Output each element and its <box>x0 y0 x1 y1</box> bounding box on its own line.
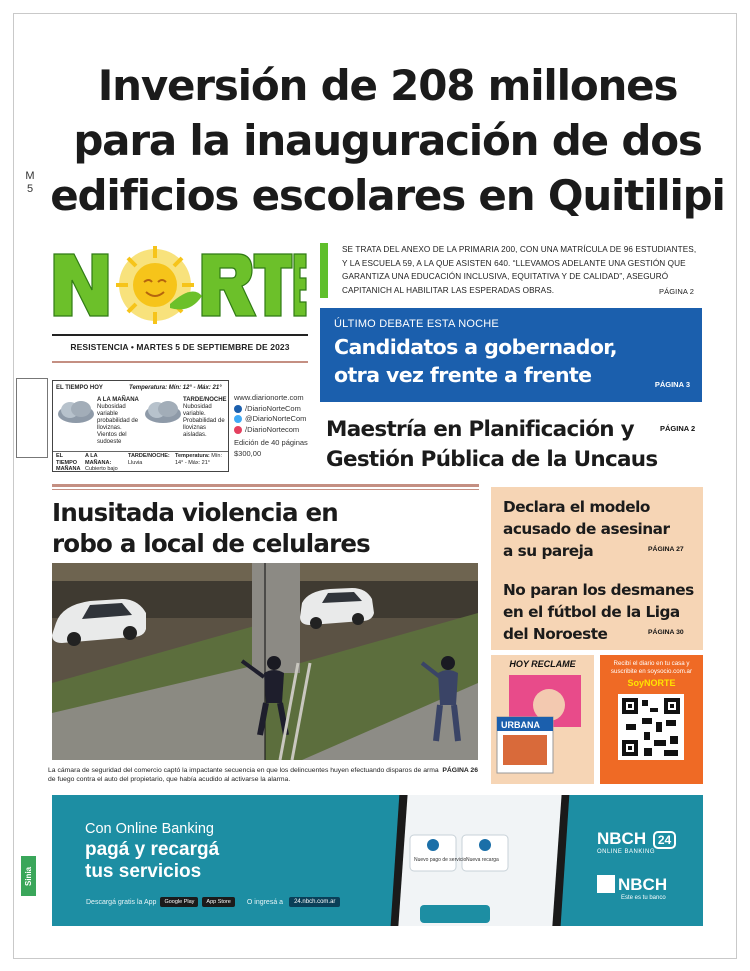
subscribe-text: Recibí el diario en tu casa y suscribite en soysocio.com.ar <box>610 660 693 675</box>
weather-divider <box>53 451 228 452</box>
phone-mockup <box>390 795 590 926</box>
cloud-icon <box>56 399 96 425</box>
side-stories-box <box>491 487 703 650</box>
intro-text: SE TRATA DEL ANEXO DE LA PRIMARIA 200, CON UNA MATRÍCULA DE 96 ESTUDIANTES, Y LA ESCUELA 59, A LA QUE ASISTEN 640. “LLEVAMOS ADELANTE UNA GESTIÓN QUE GARANTIZA UNA EDUCACIÓN INCLUSIVA, EQUITATIVA Y DE CALIDAD”, ASEGURÓ CAPITANICH AL HABILITAR LAS ESPERADAS OBRAS. <box>342 245 697 295</box>
dateline: RESISTENCIA • MARTES 5 DE SEPTIEMBRE DE 2023 <box>70 342 290 352</box>
website-link[interactable]: www.diarionorte.com <box>234 393 304 402</box>
robo-headline[interactable]: Inusitada violencia en robo a local de celulares <box>52 498 370 558</box>
cloud-icon <box>143 399 183 425</box>
weather-morning <box>97 397 141 446</box>
hoy-reclame-label: HOY RECLAME <box>509 659 576 669</box>
section-rule-thin <box>52 489 479 490</box>
maestria-page-ref: PÁGINA 2 <box>660 424 696 433</box>
nbch-ad-banner[interactable] <box>52 795 703 926</box>
nbch-24-logo: NBCH 24 ONLINE BANKING <box>597 829 697 855</box>
weather-tomorrow-morning: A LA MAÑANA: Cubierto bajo <box>85 453 118 472</box>
weather-tomorrow: EL TIEMPO MAÑANA <box>56 453 81 472</box>
service-icon <box>427 839 439 851</box>
headline-intro[interactable] <box>320 243 700 298</box>
nbch-logo: NBCH Este es tu banco <box>597 875 697 901</box>
security-camera-photo[interactable] <box>52 563 478 760</box>
debate-headline: Candidatos a gobernador, otra vez frente a frente <box>334 335 617 387</box>
facebook-link[interactable]: /DiarioNorteCom <box>234 404 324 415</box>
masthead-rule-top <box>52 334 308 336</box>
weather-evening-text: Nubosidad variable. Probabilidad de lloviznas aisladas. <box>183 404 225 438</box>
banner-download-row: Descargá gratis la App Google Play App Store O ingresá a 24.nbch.com.ar <box>86 897 340 907</box>
weather-evening-label: TARDE/NOCHE <box>183 397 227 403</box>
postal-label <box>16 378 48 458</box>
weather-morning-label: A LA MAÑANA <box>97 397 139 403</box>
promo-hoy-reclame[interactable] <box>491 655 594 784</box>
weather-box <box>52 380 229 472</box>
weather-morning-text: Nubosidad variable probabilidad de lloviznas. Vientos del sudoeste <box>97 404 139 445</box>
story-futbol[interactable]: No paran los desmanes en el fútbol de la Liga del Noroeste <box>503 581 694 643</box>
norte-logo[interactable] <box>52 244 308 324</box>
weather-title: EL TIEMPO HOY <box>56 385 103 391</box>
story-futbol-page-ref: PÁGINA 30 <box>648 629 684 636</box>
instagram-icon <box>234 426 242 434</box>
headline-line-3: edificios escolares en Quitilipi <box>50 171 725 220</box>
margin-mark-m5: M 5 <box>25 170 35 195</box>
google-play-button[interactable]: Google Play <box>160 897 198 907</box>
headline-line-1: Inversión de 208 millones <box>97 61 678 110</box>
banner-small-text: Con Online Banking <box>85 821 214 837</box>
twitter-icon <box>234 415 242 423</box>
svg-text:Nuevo pago de servicio: Nuevo pago de servicio <box>414 857 467 863</box>
edition-pages: Edición de 40 páginas <box>234 438 308 447</box>
photo-caption: PÁGINA 26 La cámara de seguridad del comercio captó la impactante secuencia en que los delincuentes huyen efectuando disparos de arma de fuego contra el auto del propietario, que había acudido al activarse la alarma. <box>48 767 478 783</box>
story-modelo-page-ref: PÁGINA 27 <box>648 546 684 553</box>
intro-page-ref: PÁGINA 2 <box>659 286 694 296</box>
qr-code-icon <box>600 688 703 768</box>
recharge-icon <box>479 839 491 851</box>
sinia-badge: Sinia <box>21 856 36 896</box>
weather-tomorrow-temps: Temperatura: Mín: 14° - Máx: 21° <box>175 453 222 466</box>
sun-icon <box>116 246 202 324</box>
promo-subscribe[interactable] <box>600 655 703 784</box>
robo-page-ref: PÁGINA 26 <box>442 767 478 774</box>
facebook-icon <box>234 405 242 413</box>
story-modelo[interactable]: Declara el modelo acusado de asesinar a su pareja <box>503 498 670 560</box>
weather-evening <box>183 397 227 439</box>
main-headline[interactable] <box>50 58 725 223</box>
nbch-square-icon <box>597 875 615 893</box>
price: $300,00 <box>234 448 262 458</box>
masthead-rule-bottom <box>52 361 308 363</box>
svg-text:Nueva recarga: Nueva recarga <box>466 857 499 863</box>
debate-story[interactable] <box>320 308 702 402</box>
weather-tomorrow-evening: TARDE/NOCHE: Lluvia <box>128 453 170 466</box>
section-rule <box>52 484 479 487</box>
weather-temps: Temperatura: Mín: 12° - Máx: 21° <box>129 385 222 391</box>
twitter-link[interactable]: @DiarioNorteCom <box>234 414 324 425</box>
soy-norte-label: SoyNORTE <box>627 678 676 688</box>
urbana-label: URBANA <box>501 720 540 730</box>
banner-headline: pagá y recargá tus servicios <box>85 839 220 882</box>
nbch-url[interactable]: 24.nbch.com.ar <box>289 897 340 907</box>
debate-page-ref: PÁGINA 3 <box>654 380 690 389</box>
instagram-link[interactable]: /DiarioNortecom <box>234 425 324 436</box>
headline-line-2: para la inauguración de dos <box>73 116 702 165</box>
maestria-headline[interactable]: Maestría en Planificación y Gestión Pública de la Uncaus <box>326 417 658 472</box>
contacts-block <box>234 393 324 459</box>
debate-kicker: ÚLTIMO DEBATE ESTA NOCHE <box>334 318 499 330</box>
magazine-covers <box>491 669 594 777</box>
app-store-button[interactable]: App Store <box>202 897 234 907</box>
